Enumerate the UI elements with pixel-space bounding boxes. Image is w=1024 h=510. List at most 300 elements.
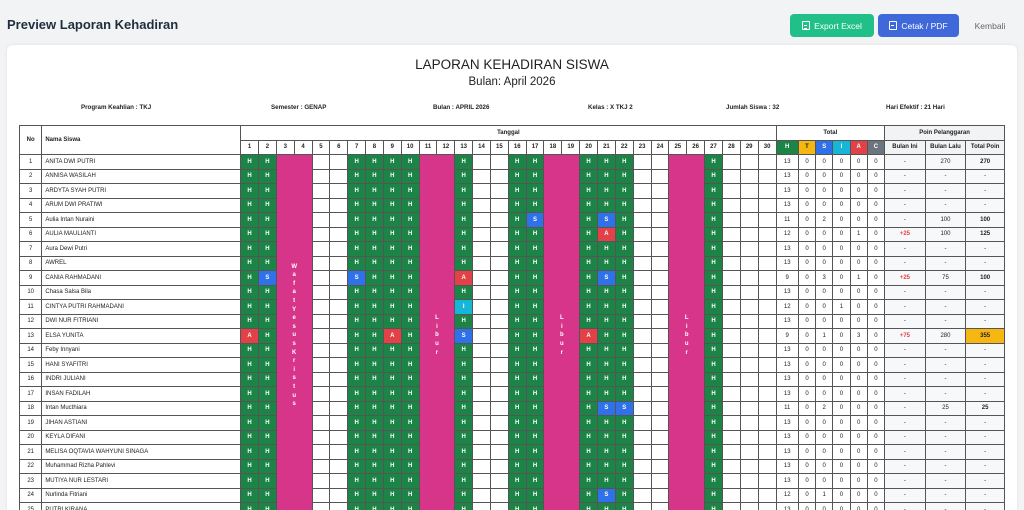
attendance-cell xyxy=(312,488,330,503)
attendance-cell: H xyxy=(615,213,633,228)
attendance-cell: H xyxy=(366,213,384,228)
attendance-cell xyxy=(633,271,651,286)
day-header: 1 xyxy=(241,140,259,155)
attendance-cell: H xyxy=(348,300,366,315)
total-cell: 0 xyxy=(798,184,815,199)
student-name: HANI SYAFITRI xyxy=(42,358,241,373)
attendance-cell: H xyxy=(598,256,616,271)
attendance-cell: H xyxy=(383,416,401,431)
attendance-cell: H xyxy=(401,430,419,445)
attendance-cell: H xyxy=(348,169,366,184)
export-excel-label: Export Excel xyxy=(814,20,862,31)
row-number: 23 xyxy=(20,474,42,489)
attendance-cell xyxy=(490,184,508,199)
attendance-cell xyxy=(473,503,491,510)
attendance-cell: H xyxy=(366,372,384,387)
attendance-cell xyxy=(740,488,758,503)
attendance-cell: H xyxy=(401,227,419,242)
attendance-cell: H xyxy=(383,184,401,199)
total-cell: 0 xyxy=(833,285,850,300)
total-cell: 13 xyxy=(776,503,798,510)
attendance-cell xyxy=(651,329,669,344)
total-cell: 0 xyxy=(816,227,833,242)
attendance-cell xyxy=(330,416,348,431)
day-header: 10 xyxy=(401,140,419,155)
points-cell: - xyxy=(966,300,1005,315)
holiday-cell xyxy=(669,155,705,510)
attendance-cell: H xyxy=(383,242,401,257)
attendance-cell xyxy=(740,387,758,402)
total-cell: 0 xyxy=(867,184,884,199)
info-month: Bulan : APRIL 2026 xyxy=(433,104,490,111)
attendance-cell xyxy=(633,358,651,373)
attendance-cell: H xyxy=(455,285,473,300)
attendance-cell xyxy=(633,459,651,474)
total-cell: 0 xyxy=(833,459,850,474)
table-row xyxy=(20,184,1005,199)
attendance-cell xyxy=(740,314,758,329)
attendance-cell xyxy=(490,401,508,416)
attendance-cell xyxy=(740,213,758,228)
attendance-cell: H xyxy=(508,169,526,184)
day-header: 18 xyxy=(544,140,562,155)
attendance-cell: H xyxy=(526,343,544,358)
attendance-cell: H xyxy=(366,488,384,503)
attendance-cell xyxy=(740,474,758,489)
total-cell: 0 xyxy=(833,416,850,431)
attendance-cell: H xyxy=(241,271,259,286)
attendance-cell xyxy=(758,213,776,228)
attendance-cell: H xyxy=(366,445,384,460)
attendance-cell: H xyxy=(508,155,526,170)
total-cell: 0 xyxy=(867,213,884,228)
points-cell: - xyxy=(925,416,966,431)
attendance-cell: H xyxy=(615,285,633,300)
attendance-cell: H xyxy=(348,430,366,445)
attendance-cell: H xyxy=(366,459,384,474)
points-cell: - xyxy=(885,343,926,358)
attendance-cell: H xyxy=(705,155,723,170)
total-cell: 1 xyxy=(850,271,867,286)
attendance-cell: H xyxy=(348,445,366,460)
attendance-cell xyxy=(633,387,651,402)
attendance-cell: H xyxy=(455,213,473,228)
points-cell: - xyxy=(966,169,1005,184)
attendance-cell: H xyxy=(508,503,526,510)
attendance-cell: H xyxy=(366,198,384,213)
attendance-cell: H xyxy=(348,242,366,257)
table-row xyxy=(20,169,1005,184)
attendance-cell xyxy=(651,184,669,199)
total-cell: 0 xyxy=(867,358,884,373)
attendance-cell: H xyxy=(615,169,633,184)
points-cell: 100 xyxy=(925,227,966,242)
total-cell: 0 xyxy=(798,242,815,257)
student-name: INDRI JULIANI xyxy=(42,372,241,387)
attendance-cell: H xyxy=(705,459,723,474)
attendance-cell xyxy=(330,503,348,510)
points-cell: - xyxy=(885,503,926,510)
attendance-cell xyxy=(758,503,776,510)
total-cell: 0 xyxy=(816,503,833,510)
attendance-cell xyxy=(473,314,491,329)
attendance-cell: H xyxy=(508,401,526,416)
student-name: PUTRI KIRANA xyxy=(42,503,241,510)
attendance-cell xyxy=(758,372,776,387)
attendance-cell: S xyxy=(526,213,544,228)
report-title: LAPORAN KEHADIRAN SISWA xyxy=(415,57,609,72)
attendance-cell xyxy=(473,213,491,228)
attendance-cell xyxy=(473,372,491,387)
total-cell: 0 xyxy=(816,358,833,373)
col-total-header: Total xyxy=(776,126,885,141)
total-cell: 0 xyxy=(850,445,867,460)
attendance-cell: H xyxy=(348,372,366,387)
attendance-cell xyxy=(312,169,330,184)
attendance-cell xyxy=(330,184,348,199)
attendance-cell: H xyxy=(366,300,384,315)
attendance-cell: H xyxy=(401,503,419,510)
attendance-cell: H xyxy=(508,445,526,460)
printer-icon xyxy=(889,21,897,30)
student-name: KEYLA DIFANI xyxy=(42,430,241,445)
attendance-cell xyxy=(722,401,740,416)
attendance-cell: H xyxy=(455,198,473,213)
points-cell: - xyxy=(925,169,966,184)
total-cell: 0 xyxy=(833,227,850,242)
attendance-cell: H xyxy=(615,503,633,510)
total-cell: 0 xyxy=(867,488,884,503)
attendance-cell: H xyxy=(580,401,598,416)
total-cell: 0 xyxy=(798,329,815,344)
student-name: ANNISA WASILAH xyxy=(42,169,241,184)
points-cell: - xyxy=(966,242,1005,257)
attendance-cell: H xyxy=(580,184,598,199)
attendance-cell xyxy=(722,169,740,184)
attendance-cell: H xyxy=(705,256,723,271)
total-cell: 13 xyxy=(776,474,798,489)
attendance-cell: H xyxy=(401,401,419,416)
student-name: CANIA RAHMADANI xyxy=(42,271,241,286)
attendance-cell: H xyxy=(598,445,616,460)
table-row xyxy=(20,300,1005,315)
points-cell: - xyxy=(885,184,926,199)
points-cell: +75 xyxy=(885,329,926,344)
attendance-cell xyxy=(758,271,776,286)
total-cell: 0 xyxy=(816,474,833,489)
export-excel-button[interactable] xyxy=(790,14,874,37)
points-cell: - xyxy=(925,314,966,329)
attendance-cell: H xyxy=(241,242,259,257)
attendance-cell: H xyxy=(705,343,723,358)
total-cell: 0 xyxy=(833,387,850,402)
holiday-cell xyxy=(276,155,312,510)
total-cell: 0 xyxy=(867,343,884,358)
total-cell: 1 xyxy=(850,227,867,242)
attendance-cell xyxy=(312,401,330,416)
attendance-cell: H xyxy=(366,416,384,431)
info-student-count: Jumlah Siswa : 32 xyxy=(726,104,780,111)
print-pdf-label: Cetak / PDF xyxy=(901,20,948,31)
attendance-cell: H xyxy=(366,242,384,257)
attendance-cell xyxy=(633,503,651,510)
total-cell: 0 xyxy=(816,242,833,257)
day-header: 8 xyxy=(366,140,384,155)
print-pdf-button[interactable] xyxy=(878,14,959,37)
attendance-cell: H xyxy=(383,387,401,402)
attendance-cell: H xyxy=(348,343,366,358)
attendance-cell: H xyxy=(401,329,419,344)
attendance-cell: H xyxy=(383,474,401,489)
points-cell: - xyxy=(925,474,966,489)
points-cell: 25 xyxy=(925,401,966,416)
table-row xyxy=(20,430,1005,445)
col-points-header: Poin Pelanggaran xyxy=(885,126,1005,141)
attendance-cell xyxy=(312,213,330,228)
attendance-cell xyxy=(312,416,330,431)
total-cell: 0 xyxy=(816,416,833,431)
attendance-cell: H xyxy=(241,198,259,213)
attendance-cell xyxy=(633,416,651,431)
attendance-cell: H xyxy=(705,271,723,286)
attendance-cell xyxy=(330,488,348,503)
attendance-cell: H xyxy=(580,213,598,228)
attendance-cell: H xyxy=(258,430,276,445)
attendance-cell: H xyxy=(383,271,401,286)
day-header: 22 xyxy=(615,140,633,155)
attendance-cell: H xyxy=(615,430,633,445)
row-number: 25 xyxy=(20,503,42,510)
attendance-cell: S xyxy=(455,329,473,344)
row-number: 22 xyxy=(20,459,42,474)
attendance-cell xyxy=(722,155,740,170)
attendance-cell: H xyxy=(258,155,276,170)
attendance-cell: H xyxy=(598,343,616,358)
total-cell: 0 xyxy=(833,155,850,170)
attendance-cell xyxy=(330,459,348,474)
total-cell: 0 xyxy=(867,401,884,416)
attendance-cell xyxy=(633,256,651,271)
attendance-cell: I xyxy=(455,300,473,315)
attendance-cell xyxy=(490,198,508,213)
attendance-cell: H xyxy=(705,169,723,184)
total-cell: 0 xyxy=(850,459,867,474)
total-cell: 0 xyxy=(816,459,833,474)
total-cell: 0 xyxy=(798,343,815,358)
attendance-cell: H xyxy=(615,343,633,358)
total-cell: 0 xyxy=(867,271,884,286)
attendance-cell xyxy=(330,300,348,315)
day-header: 30 xyxy=(758,140,776,155)
total-cell: 3 xyxy=(816,271,833,286)
attendance-cell: H xyxy=(455,503,473,510)
attendance-cell xyxy=(758,445,776,460)
attendance-cell xyxy=(722,285,740,300)
attendance-cell xyxy=(473,474,491,489)
attendance-cell xyxy=(473,285,491,300)
attendance-cell: H xyxy=(526,169,544,184)
attendance-cell: H xyxy=(508,242,526,257)
total-cell: 0 xyxy=(798,256,815,271)
attendance-cell: S xyxy=(598,488,616,503)
attendance-cell xyxy=(490,227,508,242)
points-cell: - xyxy=(925,256,966,271)
row-number: 9 xyxy=(20,271,42,286)
attendance-cell xyxy=(312,343,330,358)
attendance-cell: H xyxy=(598,155,616,170)
attendance-cell: H xyxy=(508,343,526,358)
attendance-cell: H xyxy=(366,256,384,271)
row-number: 18 xyxy=(20,401,42,416)
points-cell: - xyxy=(925,459,966,474)
attendance-cell: H xyxy=(348,227,366,242)
attendance-cell: H xyxy=(580,242,598,257)
total-cell: 0 xyxy=(833,271,850,286)
student-name: Feby Innyani xyxy=(42,343,241,358)
total-cell: 12 xyxy=(776,300,798,315)
total-cell: 0 xyxy=(833,503,850,510)
attendance-cell xyxy=(651,416,669,431)
points-cell: - xyxy=(966,184,1005,199)
attendance-cell: H xyxy=(241,300,259,315)
attendance-cell xyxy=(740,155,758,170)
attendance-cell xyxy=(758,387,776,402)
attendance-cell xyxy=(740,169,758,184)
day-header: 4 xyxy=(294,140,312,155)
attendance-cell xyxy=(740,271,758,286)
attendance-cell xyxy=(312,314,330,329)
attendance-cell: H xyxy=(383,285,401,300)
attendance-cell: H xyxy=(383,314,401,329)
attendance-cell: H xyxy=(401,184,419,199)
table-row xyxy=(20,227,1005,242)
total-cell: 12 xyxy=(776,488,798,503)
points-cell: - xyxy=(966,314,1005,329)
attendance-cell xyxy=(312,459,330,474)
attendance-cell: H xyxy=(241,256,259,271)
attendance-cell: H xyxy=(348,488,366,503)
attendance-cell xyxy=(490,358,508,373)
total-cell: 0 xyxy=(816,445,833,460)
attendance-cell: H xyxy=(508,416,526,431)
col-no-header: No xyxy=(20,126,42,155)
attendance-cell xyxy=(330,401,348,416)
total-cell: 0 xyxy=(850,169,867,184)
attendance-cell xyxy=(473,445,491,460)
attendance-cell: H xyxy=(401,358,419,373)
attendance-cell xyxy=(473,227,491,242)
points-cell: - xyxy=(925,372,966,387)
total-cell: 0 xyxy=(798,155,815,170)
total-cell: 13 xyxy=(776,169,798,184)
attendance-cell xyxy=(740,285,758,300)
total-cell: 13 xyxy=(776,459,798,474)
attendance-cell xyxy=(473,184,491,199)
attendance-cell xyxy=(312,300,330,315)
points-cell: 270 xyxy=(925,155,966,170)
attendance-cell: H xyxy=(580,430,598,445)
attendance-cell xyxy=(490,314,508,329)
attendance-cell xyxy=(740,430,758,445)
total-cell: 1 xyxy=(816,488,833,503)
student-name: MUTIYA NUR LESTARI xyxy=(42,474,241,489)
attendance-cell: H xyxy=(580,155,598,170)
attendance-cell xyxy=(633,430,651,445)
attendance-cell xyxy=(633,329,651,344)
attendance-cell: H xyxy=(241,285,259,300)
points-cell: - xyxy=(925,358,966,373)
col-name-header: Nama Siswa xyxy=(42,126,241,155)
table-row xyxy=(20,503,1005,510)
student-name: Aulia Intan Nuraini xyxy=(42,213,241,228)
attendance-cell xyxy=(740,184,758,199)
attendance-cell xyxy=(312,155,330,170)
attendance-cell xyxy=(651,343,669,358)
attendance-cell: H xyxy=(508,459,526,474)
attendance-cell: H xyxy=(598,285,616,300)
attendance-cell xyxy=(633,474,651,489)
day-header: 15 xyxy=(490,140,508,155)
total-cell: 1 xyxy=(833,300,850,315)
day-header: 19 xyxy=(562,140,580,155)
points-cell: +25 xyxy=(885,271,926,286)
attendance-cell: H xyxy=(258,343,276,358)
points-cell: - xyxy=(885,314,926,329)
table-row xyxy=(20,372,1005,387)
back-button[interactable]: Kembali xyxy=(974,20,1006,31)
attendance-cell: H xyxy=(580,503,598,510)
attendance-cell: H xyxy=(598,358,616,373)
attendance-cell: H xyxy=(526,271,544,286)
total-cell: 0 xyxy=(798,227,815,242)
attendance-cell xyxy=(722,198,740,213)
attendance-cell: H xyxy=(366,401,384,416)
attendance-cell xyxy=(722,488,740,503)
day-header: 29 xyxy=(740,140,758,155)
attendance-cell: H xyxy=(383,445,401,460)
attendance-cell: H xyxy=(508,474,526,489)
attendance-cell: H xyxy=(615,300,633,315)
total-cell: 0 xyxy=(867,300,884,315)
page-title: Preview Laporan Kehadiran xyxy=(7,17,179,32)
attendance-cell xyxy=(490,372,508,387)
attendance-cell: H xyxy=(383,343,401,358)
attendance-cell: H xyxy=(401,387,419,402)
total-cell: 0 xyxy=(816,285,833,300)
total-cell: 0 xyxy=(850,430,867,445)
total-cell: 0 xyxy=(867,387,884,402)
attendance-cell xyxy=(722,358,740,373)
attendance-cell: H xyxy=(526,503,544,510)
attendance-cell xyxy=(473,155,491,170)
total-cell: 0 xyxy=(867,285,884,300)
attendance-cell: H xyxy=(383,401,401,416)
total-cell: 0 xyxy=(816,314,833,329)
attendance-cell xyxy=(740,459,758,474)
attendance-cell: H xyxy=(455,155,473,170)
attendance-cell: H xyxy=(598,372,616,387)
points-cell: - xyxy=(925,184,966,199)
attendance-cell: H xyxy=(580,256,598,271)
table-row xyxy=(20,329,1005,344)
student-name: JIHAN ASTIANI xyxy=(42,416,241,431)
points-cell: 100 xyxy=(925,213,966,228)
total-cell: 0 xyxy=(867,227,884,242)
attendance-cell xyxy=(312,445,330,460)
attendance-cell: H xyxy=(401,416,419,431)
attendance-cell: H xyxy=(615,271,633,286)
attendance-cell: H xyxy=(383,430,401,445)
